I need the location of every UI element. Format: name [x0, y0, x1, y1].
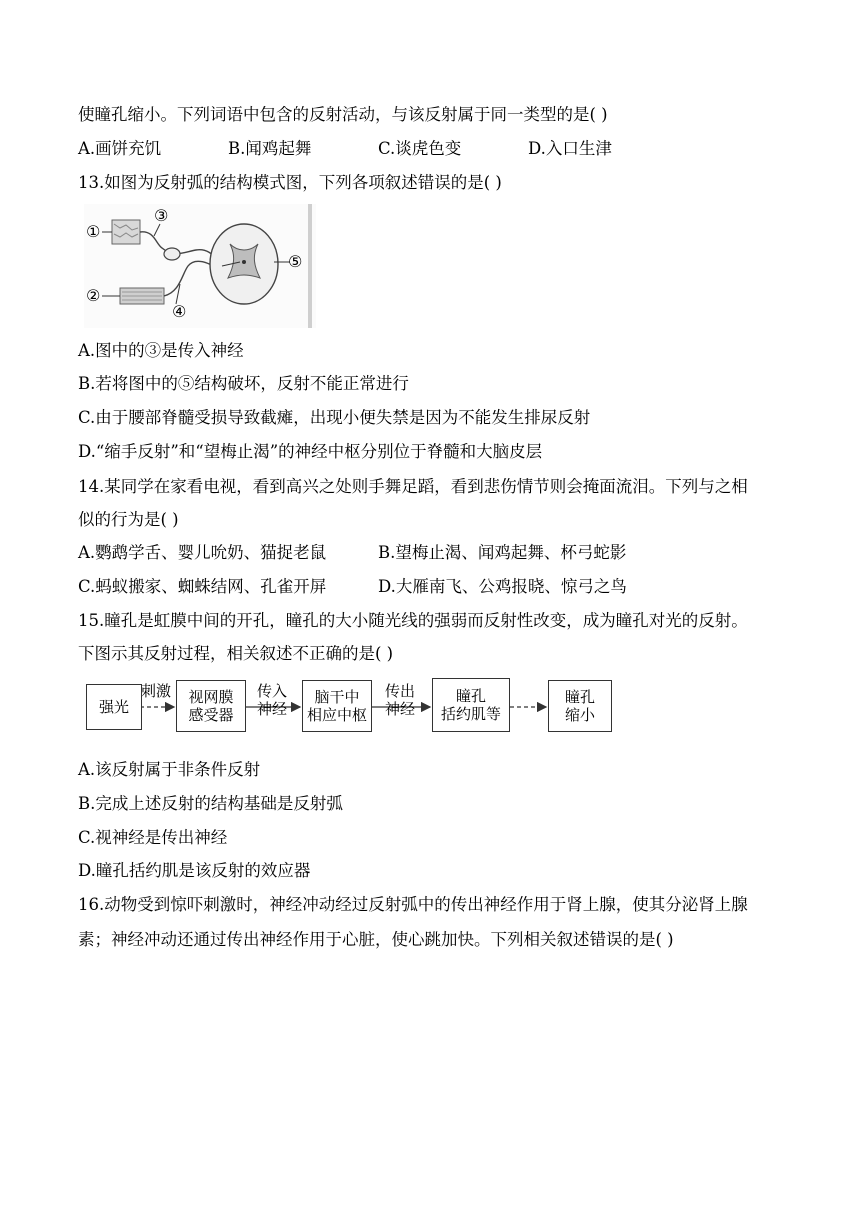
- figure-label-2: ②: [86, 286, 101, 305]
- q12-option-a: A.画饼充饥: [78, 139, 162, 158]
- q12-stem-tail: 使瞳孔缩小。下列词语中包含的反射活动，与该反射属于同一类型的是( ): [78, 105, 608, 124]
- q15-stem-line1: 15.瞳孔是虹膜中间的开孔，瞳孔的大小随光线的强弱而反射性改变，成为瞳孔对光的反射。: [78, 611, 748, 630]
- figure-label-5: ⑤: [288, 252, 303, 271]
- q13-option-b: B.若将图中的⑤结构破坏，反射不能正常进行: [78, 374, 409, 393]
- flow-box-retina-receptor: 视网膜 感受器: [176, 680, 246, 732]
- q13-option-d: D.“缩手反射”和“望梅止渴”的神经中枢分别位于脊髓和大脑皮层: [78, 442, 543, 461]
- q13-option-c: C.由于腰部脊髓受损导致截瘫，出现小便失禁是因为不能发生排尿反射: [78, 408, 591, 427]
- reflex-arc-drawing: [84, 204, 316, 328]
- pupil-reflex-flowchart: [80, 674, 620, 740]
- flow-box-pupil-constrict: 瞳孔 缩小: [548, 680, 612, 732]
- reflex-arc-figure: [84, 204, 316, 328]
- q14-stem-line1: 14.某同学在家看电视，看到高兴之处则手舞足蹈，看到悲伤情节则会掩面流泪。下列与之相: [78, 477, 748, 496]
- q15-option-b: B.完成上述反射的结构基础是反射弧: [78, 794, 343, 813]
- q16-stem-line2: 素；神经冲动还通过传出神经作用于心脏，使心跳加快。下列相关叙述错误的是( ): [78, 930, 674, 949]
- flow-box-sphincter: 瞳孔 括约肌等: [432, 678, 510, 732]
- q14-option-a: A.鹦鹉学舌、婴儿吮奶、猫捉老鼠: [78, 543, 327, 562]
- q15-option-d: D.瞳孔括约肌是该反射的效应器: [78, 861, 311, 880]
- q15-option-a: A.该反射属于非条件反射: [78, 760, 261, 779]
- figure-label-4: ④: [172, 302, 187, 321]
- q16-stem-line1: 16.动物受到惊吓刺激时，神经冲动经过反射弧中的传出神经作用于肾上腺，使其分泌肾上腺: [78, 895, 748, 914]
- figure-label-1: ①: [86, 222, 101, 241]
- q12-option-b: B.闻鸡起舞: [228, 139, 312, 158]
- q12-option-c: C.谈虎色变: [378, 139, 462, 158]
- q12-option-d: D.入口生津: [528, 139, 612, 158]
- q15-stem-line2: 下图示其反射过程，相关叙述不正确的是( ): [78, 644, 394, 663]
- q14-option-b: B.望梅止渴、闻鸡起舞、杯弓蛇影: [378, 543, 627, 562]
- q14-option-d: D.大雁南飞、公鸡报晓、惊弓之鸟: [378, 577, 627, 596]
- q14-stem-line2: 似的行为是( ): [78, 510, 179, 529]
- receptor-patch: [112, 220, 140, 244]
- edge-label-afferent: 传入 神经: [256, 682, 287, 718]
- q15-option-c: C.视神经是传出神经: [78, 828, 228, 847]
- q13-stem: 13.如图为反射弧的结构模式图，下列各项叙述错误的是( ): [78, 173, 502, 192]
- flow-box-brainstem-center: 脑干中 相应中枢: [302, 680, 372, 732]
- q14-option-c: C.蚂蚁搬家、蜘蛛结网、孔雀开屏: [78, 577, 327, 596]
- figure-label-3: ③: [154, 206, 169, 225]
- edge-label-efferent: 传出 神经: [384, 682, 415, 718]
- q13-option-a: A.图中的③是传入神经: [78, 341, 244, 360]
- edge-label-stimulus: 刺激: [140, 682, 171, 700]
- flow-box-strong-light: 强光: [86, 684, 142, 730]
